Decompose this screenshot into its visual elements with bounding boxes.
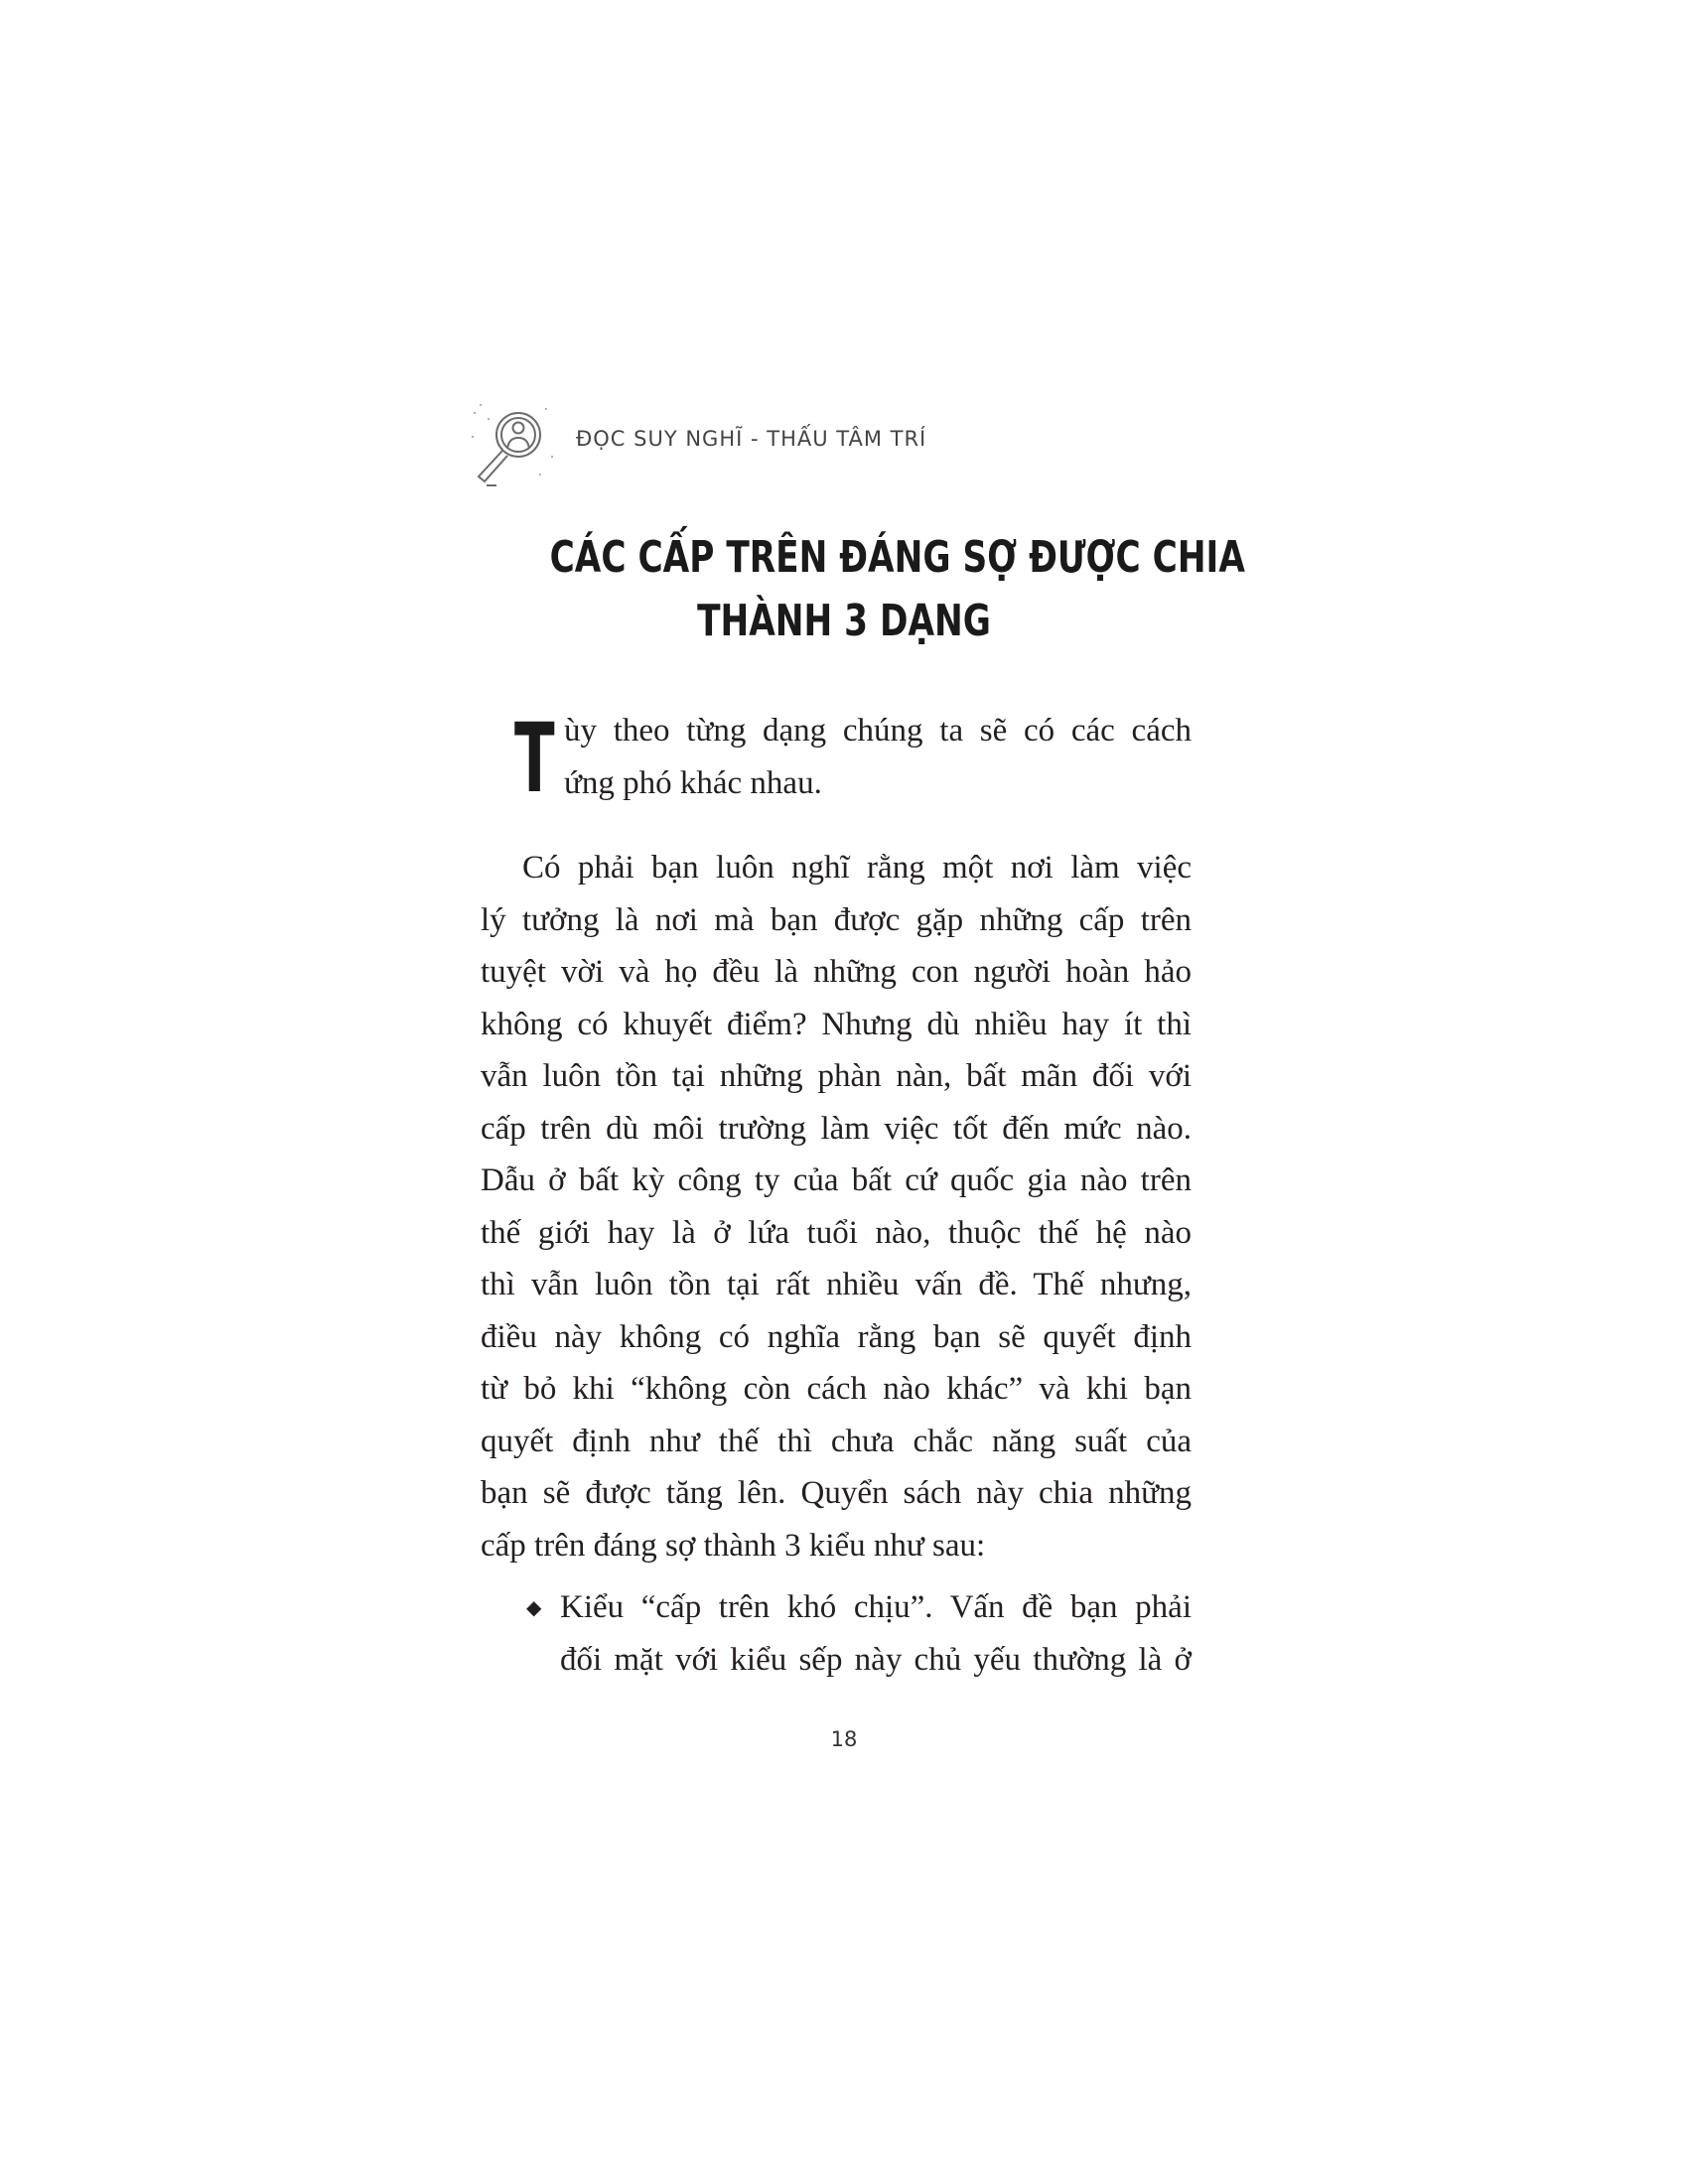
chapter-title-line-1: CÁC CẤP TRÊN ĐÁNG SỢ ĐƯỢC CHIA xyxy=(549,532,1245,583)
bullet-line: Kiểu “cấp trên khó chịu”. Vấn đề bạn phải xyxy=(560,1589,1192,1625)
paragraph-line: lý tưởng là nơi mà bạn được gặp những cấp trên xyxy=(481,901,1192,938)
paragraph-line: Dẫu ở bất kỳ công ty của bất cứ quốc gia nào trên xyxy=(481,1162,1192,1198)
lead-line: ứng phó khác nhau. xyxy=(564,764,822,801)
chapter-title xyxy=(549,526,1245,653)
paragraph-line: Có phải bạn luôn nghĩ rằng một nơi làm việc xyxy=(522,850,1192,886)
paragraph-line: cấp trên đáng sợ thành 3 kiểu như sau: xyxy=(481,1527,986,1564)
body-paragraph xyxy=(481,842,1192,1571)
paragraph-line: điều này không có nghĩa rằng bạn sẽ quyết định xyxy=(481,1318,1192,1355)
body-text xyxy=(481,705,1192,1686)
magnifier-head-icon xyxy=(467,397,558,488)
drop-cap: T xyxy=(514,703,555,814)
running-header xyxy=(467,387,1221,496)
paragraph-line: tuyệt vời và họ đều là những con người hoàn hảo xyxy=(481,954,1192,990)
bullet-line: đối mặt với kiểu sếp này chủ yếu thường là ở xyxy=(560,1641,1192,1678)
lead-paragraph xyxy=(481,705,1192,819)
chapter-title-line-2: THÀNH 3 DẠNG xyxy=(697,596,991,646)
paragraph-line: quyết định như thế thì chưa chắc năng suất của xyxy=(481,1423,1192,1459)
lead-line: ùy theo từng dạng chúng ta sẽ có các cách xyxy=(564,713,1192,749)
running-title: ĐỌC SUY NGHĨ - THẤU TÂM TRÍ xyxy=(576,427,927,451)
bullet-item xyxy=(481,1581,1192,1686)
page-number: 18 xyxy=(830,1727,858,1751)
diamond-bullet-icon: ◆ xyxy=(526,1595,542,1619)
paragraph-line: bạn sẽ được tăng lên. Quyển sách này chia những xyxy=(481,1475,1192,1511)
paragraph-line: thế giới hay là ở lứa tuổi nào, thuộc thế hệ nào xyxy=(481,1214,1192,1251)
paragraph-line: cấp trên dù môi trường làm việc tốt đến mức nào. xyxy=(481,1110,1192,1147)
paragraph-line: thì vẫn luôn tồn tại rất nhiều vấn đề. Thế nhưng, xyxy=(481,1267,1192,1302)
paragraph-line: từ bỏ khi “không còn cách nào khác” và khi bạn xyxy=(481,1371,1192,1407)
paragraph-line: không có khuyết điểm? Nhưng dù nhiều hay ít thì xyxy=(481,1006,1192,1042)
paragraph-line: vẫn luôn tồn tại những phàn nàn, bất mãn đối với xyxy=(481,1058,1192,1094)
